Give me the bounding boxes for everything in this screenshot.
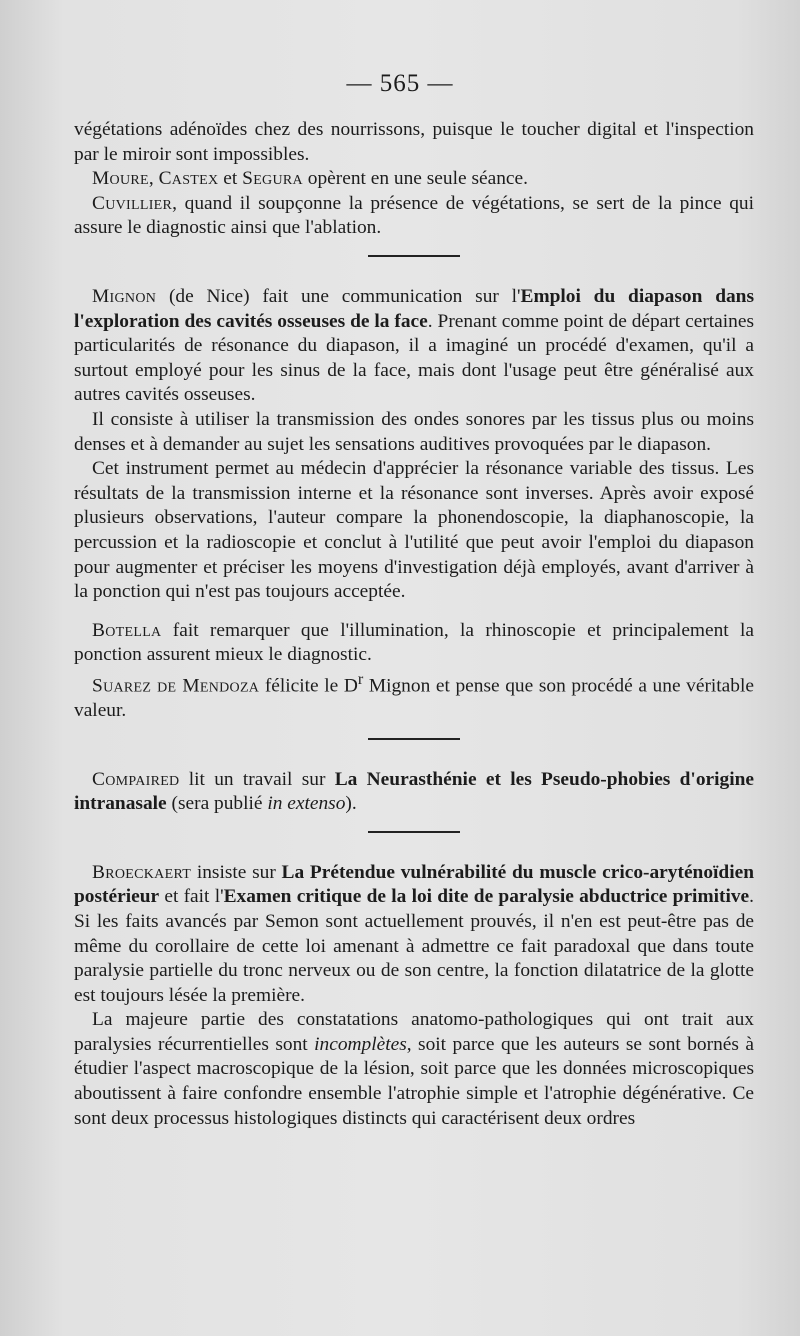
paragraph-6: Cet instrument permet au médecin d'apprécier la résonance variable des tissus. Les résultats de la transmission interne et la résonance sont inverses. Après avoir exposé plusieurs observations, l'auteur compare la phonendoscopie, la diaphanoscopie, la percussion et la radioscopie et conclut à l'utilité que peut avoir l'emploi du diapason pour augmenter et préciser les moyens d'investigation déjà employés, avant d'arriver à la ponction qui n'est pas toujours acceptée. [74,458,754,603]
paragraph-9: Compaired lit un travail sur La Neurasthénie et les Pseudo-phobies d'origine intranasale (sera publié in extenso). [74,768,754,815]
section-divider [368,738,460,740]
paragraph-4: Mignon (de Nice) fait une communication sur l'Emploi du diapason dans l'exploration des cavités osseuses de la face. Prenant comme point de départ certaines particularités de résonance du diapason, il a imaginé un procédé d'examen, qu'il a surtout employé pour les sinus de la face, mais dont l'usage peut être généralisé aux autres cavités osseuses. [74,285,755,406]
communication-title: La Prétendue vulnérabilité du muscle crico-aryténoïdien postérieur [74,861,754,908]
author-name: Mignon [92,285,157,307]
author-name: Botella [92,619,162,641]
author-name: Suarez de Mendoza [92,675,260,697]
paragraph-10: Broeckaert insiste sur La Prétendue vulnérabilité du muscle crico-aryténoïdien postérieur et fait l'Examen critique de la loi dite de paralysie abductrice primitive. Si les faits avancés par Semon sont actuellement prouvés, il n'en est peut-être pas de même du corollaire de cette loi amenant à admettre ce fait paradoxal que dans toute paralysie partielle du tronc nerveux ou de son centre, la fonction dilatatrice de la glotte est toujours lésée la première. [74,861,754,1006]
author-name: Broeckaert [92,861,192,883]
paragraph-8: Suarez de Mendoza félicite le $D^r$ Mignon et pense que son procédé a une véritable valeur. [74,670,754,721]
communication-title: Examen critique de la loi dite de paralysie abductrice primitive [223,886,750,908]
page-number: — 565 — [346,70,454,97]
author-name: Moure [92,168,149,190]
paragraph-3: Cuvillier, quand il soupçonne la présence de végétations, se sert de la pince qui assure le diagnostic ainsi que l'ablation. [74,192,754,239]
author-name: Segura [242,168,303,190]
paragraph-11: La majeure partie des constatations anatomo-pathologiques qui ont trait aux paralysies récurrentielles sont incomplètes, soit parce que les auteurs se sont bornés à étudier l'aspect macroscopique de la lésion, soit parce que les données microscopiques aboutissent à faire confondre ensemble l'atrophie simple et l'atrophie dégénérative. Ce sont deux processus histologiques distincts qui caractérisent deux ordres [74,1009,754,1129]
communication-title: La Neurasthénie et les Pseudo-phobies d'origine intranasale [74,768,754,815]
paragraph-5: Il consiste à utiliser la transmission des ondes sonores par les tissus plus ou moins denses et à demander au sujet les sensations auditives provoquées par le diapason. [74,408,754,455]
author-name: Compaired [92,768,180,790]
section-divider [368,831,460,833]
author-name: Castex [158,168,219,190]
communication-title: Emploi du diapason dans l'exploration des cavités osseuses de la face [74,285,755,332]
paragraph-2: Moure, Castex et Segura opèrent en une seule séance. [92,168,528,190]
paragraph-1: végétations adénoïdes chez des nourrissons, puisque le toucher digital et l'inspection par le miroir sont impossibles. [74,119,754,165]
section-divider [368,255,460,257]
paragraph-7: Botella fait remarquer que l'illumination, la rhinoscopie et principalement la ponction assurent mieux le diagnostic. [74,619,754,666]
page-body [74,118,754,1131]
author-name: Cuvillier [92,192,173,214]
